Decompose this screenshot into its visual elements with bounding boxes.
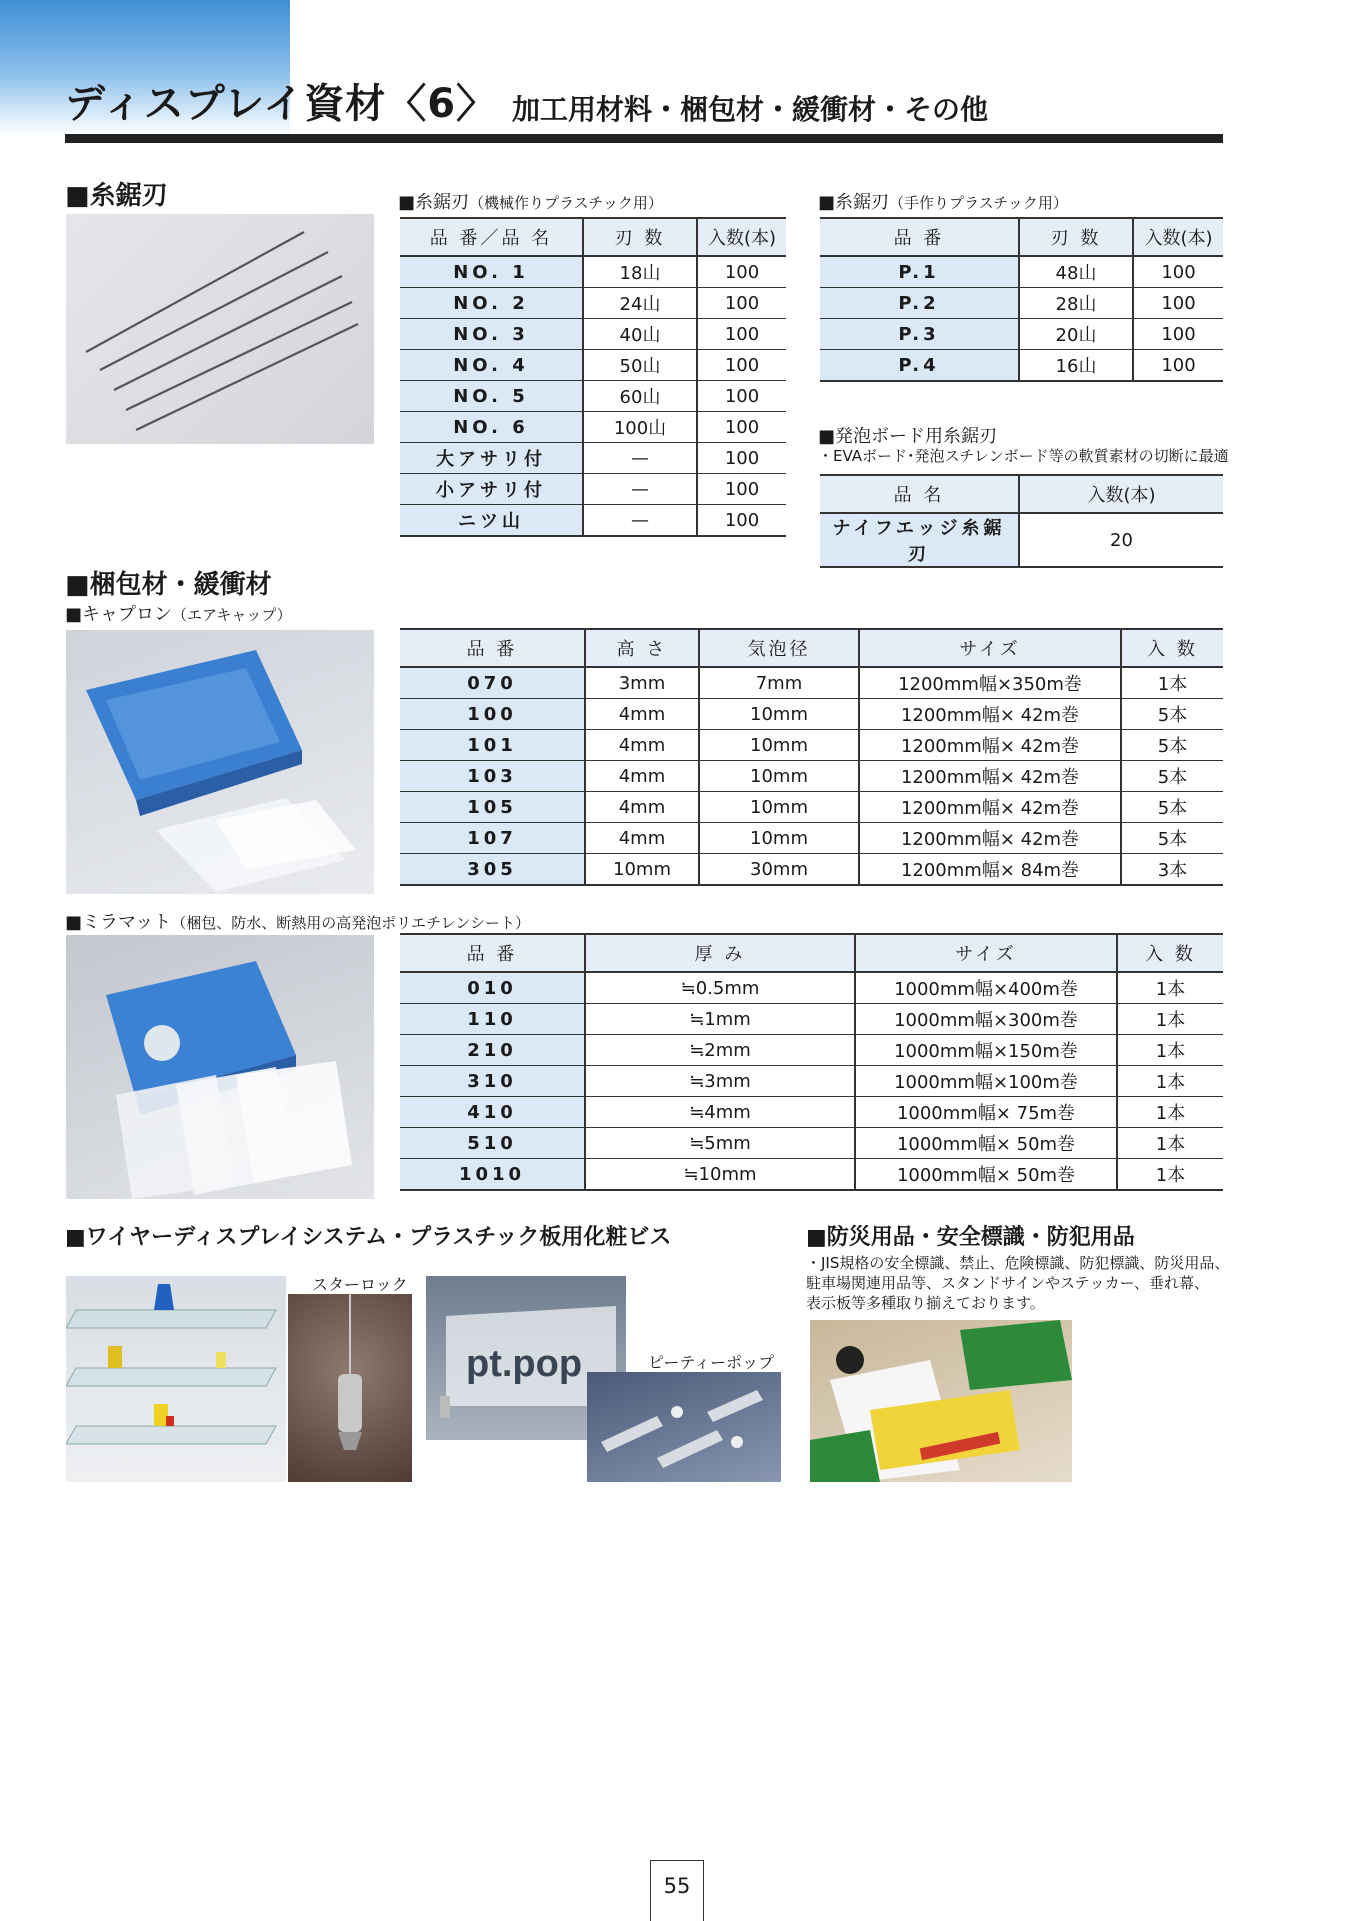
table-cell: 1本: [1117, 972, 1223, 1004]
col-header: 入 数: [1121, 629, 1223, 667]
table-cell: —: [583, 474, 697, 505]
table-cell: 1200mm幅× 42m巻: [859, 730, 1121, 761]
product-code-cell: 410: [400, 1097, 585, 1128]
col-header: 刃 数: [1019, 218, 1133, 256]
machine-saw-table: [400, 217, 786, 537]
table-cell: 10mm: [699, 761, 859, 792]
col-header: サイズ: [859, 629, 1121, 667]
table-cell: 10mm: [699, 823, 859, 854]
table-cell: 100: [1133, 288, 1223, 319]
cosmetic-screws-illustration: [587, 1372, 781, 1482]
table-cell: ≒0.5mm: [585, 972, 855, 1004]
table-row: [400, 667, 1223, 699]
table-row: [400, 972, 1223, 1004]
table-row: [400, 730, 1223, 761]
safety-goods-photo: [810, 1320, 1072, 1482]
page-title: ディスプレイ資材〈6〉: [65, 81, 498, 127]
table-cell: 18山: [583, 256, 697, 288]
table-row: [400, 350, 786, 381]
table-row: [820, 256, 1223, 288]
table-row: [400, 505, 786, 537]
table-cell: —: [583, 443, 697, 474]
table-cell: 16山: [1019, 350, 1133, 382]
table-cell: 10mm: [585, 854, 699, 886]
table-header-row: [820, 475, 1223, 513]
table-cell: 100: [697, 505, 786, 537]
table-cell: —: [583, 505, 697, 537]
product-code-cell: 1010: [400, 1159, 585, 1191]
table-cell: 100: [697, 319, 786, 350]
table-cell: 1000mm幅×300m巻: [855, 1004, 1117, 1035]
section-heading-packing: ■梱包材・緩衝材: [65, 570, 272, 600]
product-code-cell: P.1: [820, 256, 1019, 288]
table-cell: 5本: [1121, 792, 1223, 823]
product-code-cell: NO. 6: [400, 412, 583, 443]
table-cell: 1000mm幅×150m巻: [855, 1035, 1117, 1066]
table-cell: ≒2mm: [585, 1035, 855, 1066]
product-code-cell: 小アサリ付: [400, 474, 583, 505]
machine-saw-title: ■糸鋸刃（機械作りプラスチック用）: [398, 192, 663, 213]
table-cell: 1200mm幅×350m巻: [859, 667, 1121, 699]
table-cell: 20山: [1019, 319, 1133, 350]
table-cell: 100: [697, 256, 786, 288]
table-cell: 1200mm幅× 42m巻: [859, 792, 1121, 823]
safety-goods-illustration: [810, 1320, 1072, 1482]
product-code-cell: P.3: [820, 319, 1019, 350]
table-cell: 4mm: [585, 761, 699, 792]
table-cell: 40山: [583, 319, 697, 350]
table-cell: 10mm: [699, 792, 859, 823]
product-code-cell: 105: [400, 792, 585, 823]
table-cell: 1200mm幅× 84m巻: [859, 854, 1121, 886]
table-cell: 5本: [1121, 730, 1223, 761]
product-code-cell: 大アサリ付: [400, 443, 583, 474]
foam-sheet-box-illustration: [66, 935, 374, 1199]
col-header: 品 番／品 名: [400, 218, 583, 256]
hand-saw-table: [820, 217, 1223, 382]
safety-description-line: ・JIS規格の安全標識、禁止、危険標識、防犯標識、防災用品、: [806, 1254, 1230, 1272]
product-code-cell: 110: [400, 1004, 585, 1035]
section-heading-safety: ■防災用品・安全標識・防犯用品: [806, 1225, 1135, 1250]
table-cell: ≒5mm: [585, 1128, 855, 1159]
product-code-cell: 310: [400, 1066, 585, 1097]
table-row: [400, 288, 786, 319]
table-cell: 100山: [583, 412, 697, 443]
table-header-row: [820, 218, 1223, 256]
table-cell: 1本: [1117, 1097, 1223, 1128]
table-cell: 20: [1019, 513, 1223, 567]
table-cell: 5本: [1121, 823, 1223, 854]
table-row: [400, 412, 786, 443]
table-header-row: [400, 218, 786, 256]
table-cell: 28山: [1019, 288, 1133, 319]
foam-saw-note: ・EVAボード･発泡スチレンボード等の軟質素材の切断に最適: [818, 447, 1229, 465]
col-header: 品 番: [400, 629, 585, 667]
table-cell: 4mm: [585, 792, 699, 823]
capron-title: ■キャプロン（エアキャップ）: [65, 604, 292, 625]
table-row: [400, 1004, 1223, 1035]
table-row: [400, 319, 786, 350]
hand-saw-title: ■糸鋸刃（手作りプラスチック用）: [818, 192, 1068, 213]
table-cell: 1本: [1117, 1035, 1223, 1066]
table-cell: 30mm: [699, 854, 859, 886]
table-cell: 1000mm幅×400m巻: [855, 972, 1117, 1004]
col-header: 高 さ: [585, 629, 699, 667]
table-row: [400, 1066, 1223, 1097]
table-cell: 1000mm幅× 75m巻: [855, 1097, 1117, 1128]
table-cell: 3mm: [585, 667, 699, 699]
product-code-cell: NO. 5: [400, 381, 583, 412]
product-code-cell: NO. 2: [400, 288, 583, 319]
table-cell: 24山: [583, 288, 697, 319]
table-cell: 1000mm幅× 50m巻: [855, 1159, 1117, 1191]
table-cell: 4mm: [585, 823, 699, 854]
miramat-title: ■ミラマット（梱包、防水、断熱用の高発泡ポリエチレンシート）: [65, 912, 530, 933]
table-row: [400, 792, 1223, 823]
product-code-cell: NO. 4: [400, 350, 583, 381]
product-code-cell: 510: [400, 1128, 585, 1159]
product-code-cell: P.2: [820, 288, 1019, 319]
table-row: [400, 854, 1223, 886]
table-cell: 1本: [1117, 1159, 1223, 1191]
table-cell: 1本: [1121, 667, 1223, 699]
table-row: [400, 1159, 1223, 1191]
section-heading-wire: ■ワイヤーディスプレイシステム・プラスチック板用化粧ビス: [65, 1225, 672, 1250]
product-code-cell: 010: [400, 972, 585, 1004]
col-header: 厚 み: [585, 934, 855, 972]
table-cell: 100: [1133, 256, 1223, 288]
title-rule: [65, 134, 1223, 143]
table-header-row: [400, 629, 1223, 667]
table-cell: 4mm: [585, 699, 699, 730]
col-header: 入数(本): [697, 218, 786, 256]
table-header-row: [400, 934, 1223, 972]
col-header: 入 数: [1117, 934, 1223, 972]
table-cell: ≒4mm: [585, 1097, 855, 1128]
capron-table: [400, 628, 1223, 886]
product-code-cell: ナイフエッジ糸鋸刃: [820, 513, 1019, 567]
col-header: 入数(本): [1133, 218, 1223, 256]
col-header: 品 名: [820, 475, 1019, 513]
product-code-cell: 210: [400, 1035, 585, 1066]
table-cell: ≒3mm: [585, 1066, 855, 1097]
table-cell: 5本: [1121, 761, 1223, 792]
miramat-table: [400, 933, 1223, 1191]
table-cell: 100: [1133, 319, 1223, 350]
table-row: [400, 823, 1223, 854]
table-cell: 1200mm幅× 42m巻: [859, 699, 1121, 730]
foam-saw-table: [820, 474, 1223, 568]
product-code-cell: 107: [400, 823, 585, 854]
table-cell: 10mm: [699, 699, 859, 730]
safety-description-line: 駐車場関連用品等、スタンドサインやステッカー、垂れ幕、: [806, 1274, 1210, 1292]
table-cell: 1本: [1117, 1004, 1223, 1035]
col-header: 品 番: [820, 218, 1019, 256]
table-cell: 50山: [583, 350, 697, 381]
table-cell: 100: [697, 412, 786, 443]
table-row: [820, 288, 1223, 319]
starlock-photo: [288, 1294, 412, 1482]
page-number: 55: [650, 1860, 704, 1921]
ptpop-label: ピーティーポップ: [648, 1353, 775, 1372]
table-row: [400, 474, 786, 505]
table-cell: 100: [697, 350, 786, 381]
saw-blade-illustration: [66, 214, 374, 444]
safety-description: [806, 1253, 1229, 1313]
table-cell: 100: [697, 474, 786, 505]
miramat-photo: [66, 935, 374, 1199]
table-cell: 1200mm幅× 42m巻: [859, 761, 1121, 792]
table-row: [820, 513, 1223, 567]
table-row: [820, 319, 1223, 350]
product-code-cell: ニツ山: [400, 505, 583, 537]
product-code-cell: NO. 3: [400, 319, 583, 350]
col-header: 刃 数: [583, 218, 697, 256]
table-cell: 5本: [1121, 699, 1223, 730]
starlock-fitting-illustration: [288, 1294, 412, 1482]
table-cell: ≒10mm: [585, 1159, 855, 1191]
page-subtitle: 加工用材料・梱包材・緩衝材・その他: [512, 93, 989, 126]
table-cell: 48山: [1019, 256, 1133, 288]
product-code-cell: 103: [400, 761, 585, 792]
table-cell: 1200mm幅× 42m巻: [859, 823, 1121, 854]
table-cell: 1本: [1117, 1066, 1223, 1097]
foam-saw-title: ■発泡ボード用糸鋸刃: [818, 426, 998, 447]
table-row: [400, 256, 786, 288]
ptpop-logo-text: pt.pop: [466, 1343, 583, 1385]
table-row: [400, 1097, 1223, 1128]
table-row: [400, 699, 1223, 730]
table-cell: 100: [697, 443, 786, 474]
product-code-cell: P.4: [820, 350, 1019, 382]
product-code-cell: NO. 1: [400, 256, 583, 288]
product-code-cell: 305: [400, 854, 585, 886]
safety-description-line: 表示板等多種取り揃えております。: [806, 1294, 1045, 1312]
glass-shelf-photo: [66, 1276, 286, 1482]
col-header: 気泡径: [699, 629, 859, 667]
table-cell: 1本: [1117, 1128, 1223, 1159]
ptpop-screws-photo: [587, 1372, 781, 1482]
col-header: サイズ: [855, 934, 1117, 972]
table-row: [400, 1035, 1223, 1066]
product-code-cell: 070: [400, 667, 585, 699]
capron-photo: [66, 630, 374, 894]
table-cell: 10mm: [699, 730, 859, 761]
table-cell: 4mm: [585, 730, 699, 761]
air-cap-box-illustration: [66, 630, 374, 894]
table-row: [400, 761, 1223, 792]
table-row: [400, 381, 786, 412]
table-cell: 100: [697, 288, 786, 319]
product-code-cell: 101: [400, 730, 585, 761]
table-cell: 100: [697, 381, 786, 412]
table-row: [820, 350, 1223, 382]
col-header: 品 番: [400, 934, 585, 972]
table-cell: 7mm: [699, 667, 859, 699]
table-cell: 1000mm幅× 50m巻: [855, 1128, 1117, 1159]
table-cell: 1000mm幅×100m巻: [855, 1066, 1117, 1097]
table-row: [400, 1128, 1223, 1159]
col-header: 入数(本): [1019, 475, 1223, 513]
section-heading-itonokoba: ■糸鋸刃: [65, 181, 168, 211]
table-row: [400, 443, 786, 474]
starlock-label: スターロック: [312, 1275, 408, 1294]
glass-shelf-illustration: [66, 1276, 286, 1482]
product-code-cell: 100: [400, 699, 585, 730]
saw-blade-photo: [66, 214, 374, 444]
table-cell: 100: [1133, 350, 1223, 382]
table-cell: 3本: [1121, 854, 1223, 886]
table-cell: ≒1mm: [585, 1004, 855, 1035]
table-cell: 60山: [583, 381, 697, 412]
